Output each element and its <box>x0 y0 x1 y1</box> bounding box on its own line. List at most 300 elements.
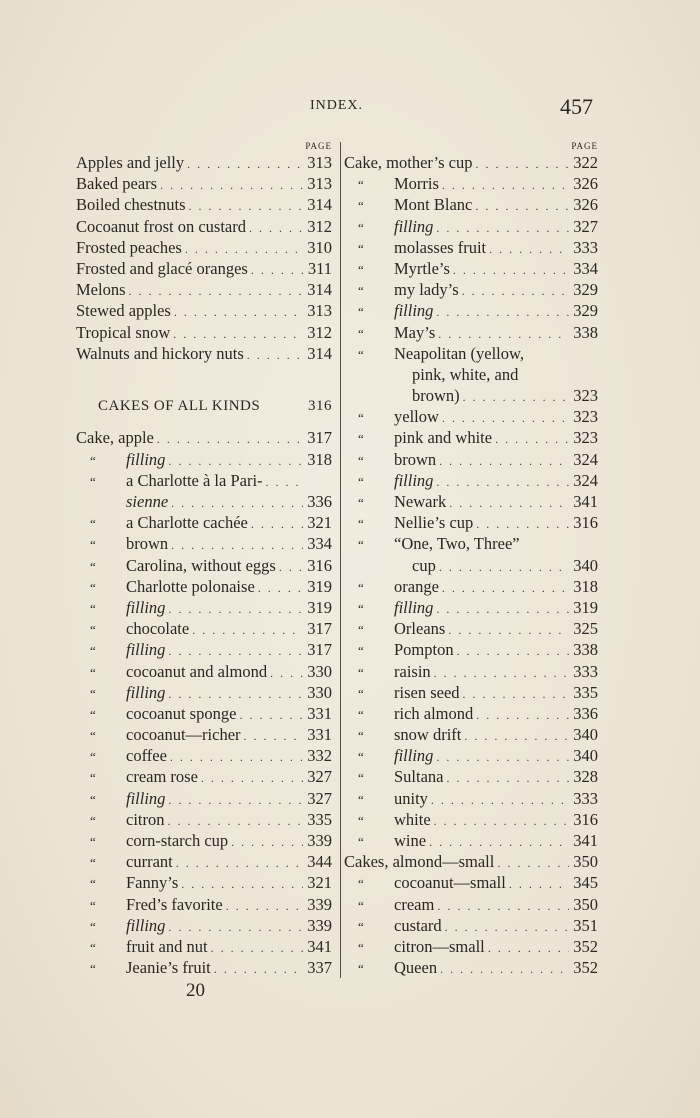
entry-page: 351 <box>573 915 598 935</box>
index-entry <box>344 639 598 660</box>
signature-mark: 20 <box>186 980 205 1001</box>
entry-page: 310 <box>307 237 332 257</box>
entry-page: 333 <box>573 788 598 808</box>
entry-label: cocoanut—richer <box>126 725 241 745</box>
entry-page: 340 <box>573 746 598 766</box>
entry-label: filling <box>126 788 166 808</box>
leader-dots <box>440 959 569 980</box>
index-entry <box>76 258 332 279</box>
page-number: 457 <box>560 94 593 119</box>
ditto-mark: “ <box>358 961 364 977</box>
entry-page: 337 <box>307 958 332 978</box>
entry-label: Fanny’s <box>126 873 179 893</box>
entry-page: 317 <box>307 619 332 639</box>
leader-dots <box>476 705 569 726</box>
entry-page: 333 <box>573 237 598 257</box>
leader-dots <box>439 557 569 578</box>
entry-page: 338 <box>573 322 598 342</box>
leader-dots <box>509 874 569 895</box>
index-entry <box>344 745 598 766</box>
entry-label: Apples and jelly <box>76 153 185 172</box>
entry-page: 327 <box>307 788 332 808</box>
entry-label: Newark <box>394 492 447 511</box>
entry-page: 350 <box>573 894 598 914</box>
entry-page: 314 <box>307 280 332 300</box>
leader-dots <box>429 832 569 853</box>
leader-dots <box>211 938 303 959</box>
leader-dots <box>168 917 303 938</box>
entry-label: cocoanut and almond <box>126 661 268 681</box>
ditto-mark: “ <box>90 770 96 786</box>
index-entry <box>76 936 332 957</box>
ditto-mark: “ <box>358 812 364 828</box>
leader-dots <box>249 218 303 239</box>
entry-page: 313 <box>307 301 332 321</box>
entry-page: 339 <box>307 915 332 935</box>
leader-dots <box>129 281 304 302</box>
entry-page: 334 <box>307 534 332 554</box>
running-head <box>0 96 700 122</box>
entry-page: 335 <box>573 682 598 702</box>
ditto-mark: “ <box>358 304 364 320</box>
entry-label: snow drift <box>394 725 462 745</box>
entry-page: 321 <box>307 873 332 893</box>
ditto-mark: “ <box>90 939 96 955</box>
entry-label: a Charlotte cachée <box>126 513 248 533</box>
entry-label: sienne <box>126 492 169 512</box>
entry-label: brown <box>126 534 169 554</box>
leader-dots <box>251 514 303 535</box>
entry-page: 344 <box>307 852 332 872</box>
leader-dots <box>168 811 304 832</box>
entry-page: 322 <box>573 153 598 172</box>
ditto-mark: “ <box>90 961 96 977</box>
entry-page: 327 <box>573 216 598 236</box>
index-entry <box>344 173 598 194</box>
ditto-mark: “ <box>90 834 96 850</box>
ditto-mark: “ <box>358 198 364 214</box>
leader-dots <box>171 535 303 556</box>
entry-label: Nellie’s cup <box>394 513 474 533</box>
entry-label: Charlotte polonaise <box>126 576 255 596</box>
ditto-mark: “ <box>90 473 96 489</box>
index-entry <box>76 894 332 915</box>
entry-label: Cake, mother’s cup <box>344 153 473 172</box>
entry-page: 323 <box>573 386 598 406</box>
ditto-mark: “ <box>90 558 96 574</box>
index-entry <box>76 470 332 491</box>
entry-page: 330 <box>307 661 332 681</box>
index-entry <box>344 533 598 554</box>
leader-dots <box>168 790 303 811</box>
entry-label: fruit and nut <box>126 936 208 956</box>
leader-dots <box>434 811 569 832</box>
ditto-mark: “ <box>358 834 364 849</box>
index-entry <box>344 152 598 173</box>
index-entries-top <box>76 152 332 364</box>
entry-label: citron <box>126 809 165 829</box>
entry-page: 326 <box>573 195 598 215</box>
ditto-mark: “ <box>358 537 364 553</box>
index-entry <box>344 427 598 448</box>
leader-dots <box>258 578 303 599</box>
entry-label: citron—small <box>394 936 485 956</box>
leader-dots <box>442 408 569 429</box>
ditto-mark: “ <box>90 664 96 680</box>
entry-page: 318 <box>307 449 332 469</box>
entry-page: 313 <box>307 153 332 172</box>
index-entry <box>76 194 332 215</box>
entry-label: Pompton <box>394 640 454 660</box>
entry-page: 314 <box>307 343 332 363</box>
ditto-mark: “ <box>358 325 364 341</box>
index-entry <box>76 809 332 830</box>
entry-label: risen seed <box>394 682 460 702</box>
leader-dots <box>231 832 303 853</box>
ditto-mark: “ <box>358 177 364 193</box>
ditto-mark: “ <box>90 622 96 638</box>
leader-dots <box>168 599 303 620</box>
ditto-mark: “ <box>358 918 364 934</box>
leader-dots <box>244 726 303 747</box>
leader-dots <box>449 493 569 514</box>
entry-page: 312 <box>307 216 332 236</box>
leader-dots <box>170 747 303 768</box>
index-entry <box>76 449 332 470</box>
leader-dots <box>436 218 569 239</box>
ditto-mark: “ <box>358 283 364 299</box>
entry-label: cream rose <box>126 767 198 787</box>
leader-dots <box>436 747 569 768</box>
entry-label: Orleans <box>394 619 446 639</box>
leader-dots <box>185 239 303 260</box>
entry-page: 336 <box>573 703 598 723</box>
entry-label: filling <box>394 470 434 490</box>
ditto-mark: “ <box>90 579 96 595</box>
entry-page: 316 <box>573 809 598 829</box>
entry-page: 324 <box>573 449 598 469</box>
ditto-mark: “ <box>358 791 364 807</box>
leader-dots <box>251 260 303 281</box>
entry-page: 331 <box>307 725 332 745</box>
entry-label: corn-starch cup <box>126 831 229 851</box>
entry-label: filling <box>126 449 166 469</box>
leader-dots <box>226 896 303 917</box>
entry-label: Cakes, almond—small <box>344 852 495 872</box>
index-entry <box>76 279 332 300</box>
entry-page: 321 <box>307 513 332 533</box>
entry-label: Fred’s favorite <box>126 894 223 914</box>
entry-label: a Charlotte à la Pari- <box>126 470 263 490</box>
ditto-mark: “ <box>358 749 364 765</box>
leader-dots <box>270 663 303 684</box>
leader-dots <box>436 472 569 493</box>
page-column-label: PAGE <box>305 141 332 151</box>
leader-dots <box>436 599 569 620</box>
ditto-mark: “ <box>358 431 364 447</box>
index-entry <box>344 385 598 406</box>
index-entry <box>76 597 332 618</box>
index-entry <box>76 851 332 872</box>
index-entry <box>344 258 598 279</box>
entry-page: 318 <box>573 576 598 596</box>
entry-page: 352 <box>573 958 598 978</box>
entry-page: 341 <box>573 492 598 511</box>
entry-label: filling <box>394 746 434 766</box>
index-entry <box>344 300 598 321</box>
entry-label: cream <box>394 894 435 914</box>
index-entry <box>76 237 332 258</box>
ditto-mark: “ <box>90 452 96 468</box>
leader-dots <box>437 896 569 917</box>
index-entry <box>344 618 598 639</box>
entry-label: chocolate <box>126 619 190 639</box>
entry-page: 340 <box>573 555 598 575</box>
leader-dots <box>445 917 569 938</box>
leader-dots <box>214 959 303 980</box>
index-entries-right <box>344 152 598 978</box>
entry-label: Stewed apples <box>76 301 171 321</box>
entry-label: filling <box>394 597 434 617</box>
ditto-mark: “ <box>90 812 96 828</box>
entry-label: unity <box>394 788 428 808</box>
entry-page: 316 <box>307 555 332 575</box>
ditto-mark: “ <box>90 685 96 701</box>
index-entry <box>76 322 332 343</box>
index-entry <box>344 470 598 491</box>
index-entry <box>344 406 598 427</box>
entry-label: Neapolitan (yellow, <box>394 343 524 363</box>
index-column-right <box>344 140 598 978</box>
entry-page: 323 <box>573 407 598 427</box>
ditto-mark: “ <box>358 410 364 426</box>
ditto-mark: “ <box>90 791 96 807</box>
ditto-mark: “ <box>90 728 96 744</box>
entry-label: filling <box>126 682 166 702</box>
entry-label: my lady’s <box>394 280 459 300</box>
index-entry <box>76 872 332 893</box>
ditto-mark: “ <box>90 516 96 532</box>
ditto-mark: “ <box>90 918 96 934</box>
ditto-mark: “ <box>358 622 364 638</box>
entry-page: 317 <box>307 640 332 660</box>
leader-dots <box>495 429 569 450</box>
ditto-mark: “ <box>90 537 96 553</box>
ditto-mark: “ <box>358 897 364 913</box>
entry-label: white <box>394 809 431 829</box>
ditto-mark: “ <box>358 516 364 532</box>
entry-page: 317 <box>307 428 332 448</box>
entry-label: Myrtle’s <box>394 258 450 278</box>
entry-page: 314 <box>307 195 332 215</box>
entry-page: 339 <box>307 831 332 851</box>
running-title: INDEX. <box>310 98 364 113</box>
entry-label: cup <box>412 555 436 575</box>
index-entry <box>344 894 598 915</box>
leader-dots <box>442 578 569 599</box>
entry-page: 330 <box>307 682 332 702</box>
entry-page: 312 <box>307 322 332 342</box>
entry-page: 319 <box>307 576 332 596</box>
leader-dots <box>239 705 303 726</box>
index-entry <box>344 449 598 470</box>
entry-page: 327 <box>307 767 332 787</box>
ditto-mark: “ <box>90 897 96 913</box>
index-entry <box>344 872 598 893</box>
leader-dots <box>475 196 569 217</box>
leader-dots <box>497 853 569 874</box>
entry-label: yellow <box>394 407 439 427</box>
entry-label: Cake, apple <box>76 428 154 448</box>
entry-label: pink and white <box>394 428 493 448</box>
entry-label: Boiled chestnuts <box>76 195 186 215</box>
entry-label: filling <box>126 915 166 935</box>
entry-label: Carolina, without eggs <box>126 555 276 575</box>
ditto-mark: “ <box>358 579 364 595</box>
entry-label: custard <box>394 915 442 935</box>
leader-dots <box>448 620 569 641</box>
leader-dots <box>192 620 303 641</box>
leader-dots <box>168 641 303 662</box>
leader-dots <box>463 684 569 705</box>
index-entry <box>344 830 598 851</box>
index-entry <box>344 809 598 830</box>
leader-dots <box>201 768 303 789</box>
index-entry <box>76 661 332 682</box>
entry-label: rich almond <box>394 703 474 723</box>
index-entry <box>344 597 598 618</box>
index-entry <box>76 682 332 703</box>
entry-page: 338 <box>573 640 598 660</box>
ditto-mark: “ <box>90 855 96 871</box>
index-entry <box>76 724 332 745</box>
entry-label: wine <box>394 831 427 850</box>
entry-label: Baked pears <box>76 174 158 194</box>
entry-page: 350 <box>573 852 598 872</box>
entry-label: filling <box>126 597 166 617</box>
entry-label: Melons <box>76 280 126 300</box>
leader-dots <box>160 175 303 196</box>
entry-page: 345 <box>573 873 598 893</box>
leader-dots <box>476 514 569 535</box>
ditto-mark: “ <box>90 643 96 659</box>
leader-dots <box>279 557 303 578</box>
leader-dots <box>168 684 303 705</box>
leader-dots <box>266 472 303 493</box>
entry-page: 316 <box>573 513 598 533</box>
leader-dots <box>189 196 303 217</box>
index-entry <box>344 766 598 787</box>
ditto-mark: “ <box>90 749 96 765</box>
ditto-mark: “ <box>90 600 96 616</box>
entry-page: 333 <box>573 661 598 681</box>
leader-dots <box>489 239 569 260</box>
entry-page: 340 <box>573 725 598 745</box>
leader-dots <box>457 641 569 662</box>
index-entries-cakes <box>76 449 332 979</box>
entry-label: brown) <box>412 386 460 406</box>
leader-dots <box>173 324 303 345</box>
entry-label: Frosted peaches <box>76 237 182 257</box>
section-spacer <box>76 364 332 385</box>
entry-label: Cocoanut frost on custard <box>76 216 247 236</box>
index-entry <box>344 788 598 809</box>
entry-page: 325 <box>573 619 598 639</box>
ditto-mark: “ <box>358 939 364 955</box>
index-entry <box>76 703 332 724</box>
index-entry <box>344 576 598 597</box>
leader-dots <box>462 281 569 302</box>
index-entry <box>76 766 332 787</box>
leader-dots <box>434 663 569 684</box>
ditto-mark: “ <box>358 495 364 510</box>
leader-dots <box>247 345 303 366</box>
index-entry <box>344 851 598 872</box>
entry-label: Tropical snow <box>76 322 171 342</box>
entry-label: filling <box>394 216 434 236</box>
entry-label: currant <box>126 852 173 872</box>
index-entry <box>344 555 598 576</box>
entry-label: Mont Blanc <box>394 195 473 215</box>
entry-label: orange <box>394 576 439 596</box>
index-entry <box>76 491 332 512</box>
ditto-mark: “ <box>358 706 364 722</box>
leader-dots <box>464 726 569 747</box>
index-entry <box>344 491 598 512</box>
index-entry <box>344 661 598 682</box>
entry-label: Frosted and glacé oranges <box>76 258 248 278</box>
entry-label: filling <box>394 301 434 321</box>
index-entry <box>344 237 598 258</box>
ditto-mark: “ <box>358 240 364 256</box>
entry-label: coffee <box>126 746 167 766</box>
ditto-mark: “ <box>358 685 364 701</box>
ditto-mark: “ <box>358 600 364 616</box>
leader-dots <box>447 768 570 789</box>
leader-dots <box>431 790 569 811</box>
ditto-mark: “ <box>358 452 364 468</box>
entry-label: Queen <box>394 958 438 978</box>
section-heading-label: CAKES OF ALL KINDS <box>98 398 261 415</box>
ditto-mark: “ <box>358 643 364 659</box>
entry-page: 339 <box>307 894 332 914</box>
ditto-mark: “ <box>358 473 364 489</box>
index-entry <box>344 322 598 343</box>
entry-page: 341 <box>307 936 332 956</box>
entry-page: 326 <box>573 174 598 194</box>
index-entry <box>76 300 332 321</box>
column-divider <box>340 142 341 978</box>
entry-page: 319 <box>573 597 598 617</box>
leader-dots <box>187 154 303 175</box>
leader-dots <box>488 938 569 959</box>
entry-page: 352 <box>573 936 598 956</box>
index-entry <box>76 555 332 576</box>
entry-label: molasses fruit <box>394 237 487 257</box>
entry-page: 329 <box>573 280 598 300</box>
entry-page: 334 <box>573 258 598 278</box>
entry-label: pink, white, and <box>412 364 519 384</box>
entry-label: cocoanut—small <box>394 873 506 893</box>
index-entry <box>344 682 598 703</box>
page-column-label: PAGE <box>571 141 598 151</box>
entry-page: 336 <box>307 492 332 512</box>
ditto-mark: “ <box>358 346 364 362</box>
entry-label: May’s <box>394 322 436 342</box>
index-entry <box>76 173 332 194</box>
leader-dots <box>439 451 569 472</box>
leader-dots <box>171 493 303 514</box>
